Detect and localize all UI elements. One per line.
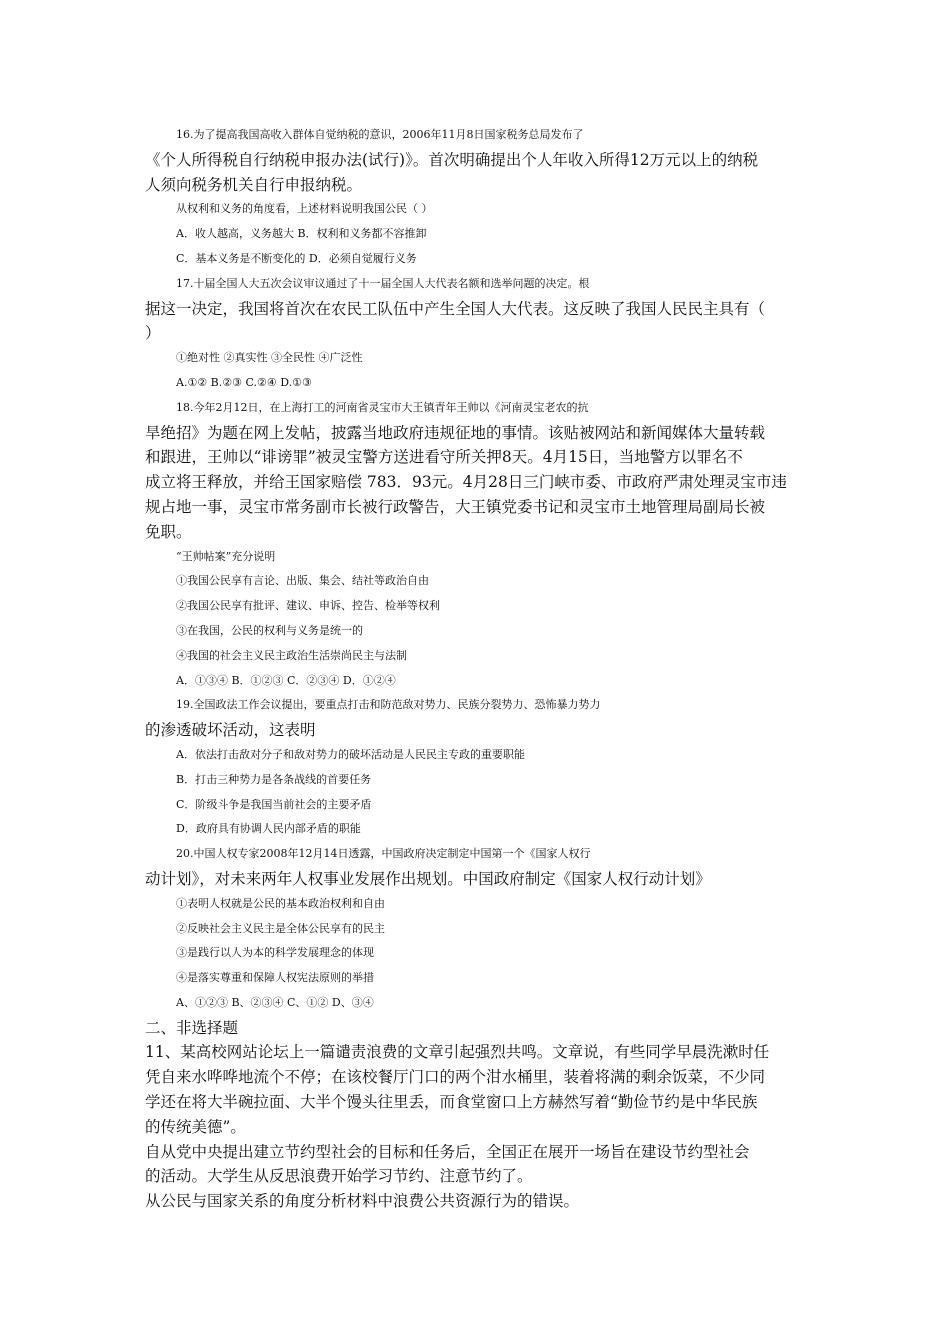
text-line: 免职。 bbox=[145, 522, 192, 541]
text-line: A．依法打击敌对分子和敌对势力的破坏活动是人民民主专政的重要职能 bbox=[176, 747, 525, 761]
text-line: 凭自来水哗哗地流个不停；在该校餐厅门口的两个泔水桶里，装着将满的剩余饭菜，不少同 bbox=[145, 1068, 766, 1087]
text-line: ①绝对性 ②真实性 ③全民性 ④广泛性 bbox=[176, 351, 363, 365]
text-line: ④我国的社会主义民主政治生活崇尚民主与法制 bbox=[176, 648, 407, 662]
text-line: ②我国公民享有批评、建议、申诉、控告、检举等权利 bbox=[176, 599, 440, 613]
text-line: ②反映社会主义民主是全体公民享有的民主 bbox=[176, 921, 385, 935]
text-line: 动计划》，对未来两年人权事业发展作出规划。中国政府制定《国家人权行动计划》 bbox=[145, 869, 711, 888]
text-line: ①表明人权就是公民的基本政治权利和自由 bbox=[176, 896, 385, 910]
text-line: 从权利和义务的角度看，上述材料说明我国公民（ ） bbox=[176, 202, 433, 216]
text-line: 学还在将大半碗拉面、大半个馒头往里丢，而食堂窗口上方赫然写着“勤俭节约是中华民族 bbox=[145, 1093, 758, 1112]
text-line: ③在我国，公民的权利与义务是统一的 bbox=[176, 623, 363, 637]
text-line: ①我国公民享有言论、出版、集会、结社等政治自由 bbox=[176, 574, 429, 588]
text-line: 18.今年2月12日，在上海打工的河南省灵宝市大王镇青年王帅以《河南灵宝老农的抗 bbox=[176, 400, 589, 414]
text-line: 16.为了提高我国高收入群体自觉纳税的意识，2006年11月8日国家税务总局发布了 bbox=[176, 128, 584, 141]
text-line: B．打击三种势力是各条战线的首要任务 bbox=[176, 772, 372, 786]
document-body bbox=[145, 123, 810, 1214]
text-line: 的传统美德”。 bbox=[145, 1117, 246, 1136]
text-line: 二、非选择题 bbox=[145, 1018, 239, 1037]
text-line: 17.十届全国人大五次会议审议通过了十一届全国人大代表名额和选举问题的决定。根 bbox=[176, 276, 590, 290]
text-line: A．①③④ B．①②③ C．②③④ D．①②④ bbox=[176, 673, 396, 687]
text-line: 人须向税务机关自行申报纳税。 bbox=[145, 175, 363, 194]
text-line: 自从党中央提出建立节约型社会的目标和任务后，全国正在展开一场旨在建设节约型社会 bbox=[145, 1142, 750, 1161]
text-line: D．政府具有协调人民内部矛盾的职能 bbox=[176, 822, 361, 836]
text-line: “王帅帖案”充分说明 bbox=[176, 549, 276, 563]
text-line: 旱绝招》为题在网上发帖，披露当地政府违规征地的事情。该贴被网站和新闻媒体大量转载 bbox=[145, 423, 766, 442]
text-line: 20.中国人权专家2008年12月14日透露，中国政府决定制定中国第一个《国家人权行 bbox=[176, 847, 591, 861]
text-line: ④是落实尊重和保障人权宪法原则的举措 bbox=[176, 971, 374, 985]
text-line: 的渗透破坏活动，这表明 bbox=[145, 721, 316, 740]
text-line: A．收人越高，义务越大 B．权利和义务都不容推卸 bbox=[176, 227, 427, 241]
text-line: A、①②③ B、②③④ C、①② D、③④ bbox=[176, 995, 374, 1009]
text-line: 规占地一事，灵宝市常务副市长被行政警告，大王镇党委书记和灵宝市土地管理局副局长被 bbox=[145, 497, 766, 516]
text-line: 《个人所得税自行纳税申报办法(试行)》。首次明确提出个人年收入所得12万元以上的纳税 bbox=[145, 150, 759, 169]
text-line: 11、某高校网站论坛上一篇谴责浪费的文章引起强烈共鸣。文章说，有些同学早晨洗漱时任 bbox=[145, 1043, 770, 1062]
text-line: ③是践行以人为本的科学发展理念的体现 bbox=[176, 946, 374, 960]
text-line: C．基本义务是不断变化的 D．必须自觉履行义务 bbox=[176, 251, 417, 265]
text-line: 据这一决定，我国将首次在农民工队伍中产生全国人大代表。这反映了我国人民民主具有（ bbox=[145, 299, 766, 318]
text-line: A.①② B.②③ C.②④ D.①③ bbox=[176, 375, 312, 389]
text-line: 和跟进，王帅以“诽谤罪”被灵宝警方送进看守所关押8天。4月15日，当地警方以罪名不 bbox=[145, 448, 743, 467]
text-line: ） bbox=[145, 324, 161, 343]
text-line: 19.全国政法工作会议提出，要重点打击和防范敌对势力、民族分裂势力、恐怖暴力势力 bbox=[176, 698, 601, 712]
text-line: C．阶级斗争是我国当前社会的主要矛盾 bbox=[176, 797, 372, 811]
text-line: 成立将王释放，并给王国家赔偿 783．93元。4月28日三门峡市委、市政府严肃处理灵宝市违 bbox=[145, 473, 787, 492]
text-line: 的活动。大学生从反思浪费开始学习节约、注意节约了。 bbox=[145, 1167, 533, 1186]
text-line: 从公民与国家关系的角度分析材料中浪费公共资源行为的错误。 bbox=[145, 1192, 580, 1211]
